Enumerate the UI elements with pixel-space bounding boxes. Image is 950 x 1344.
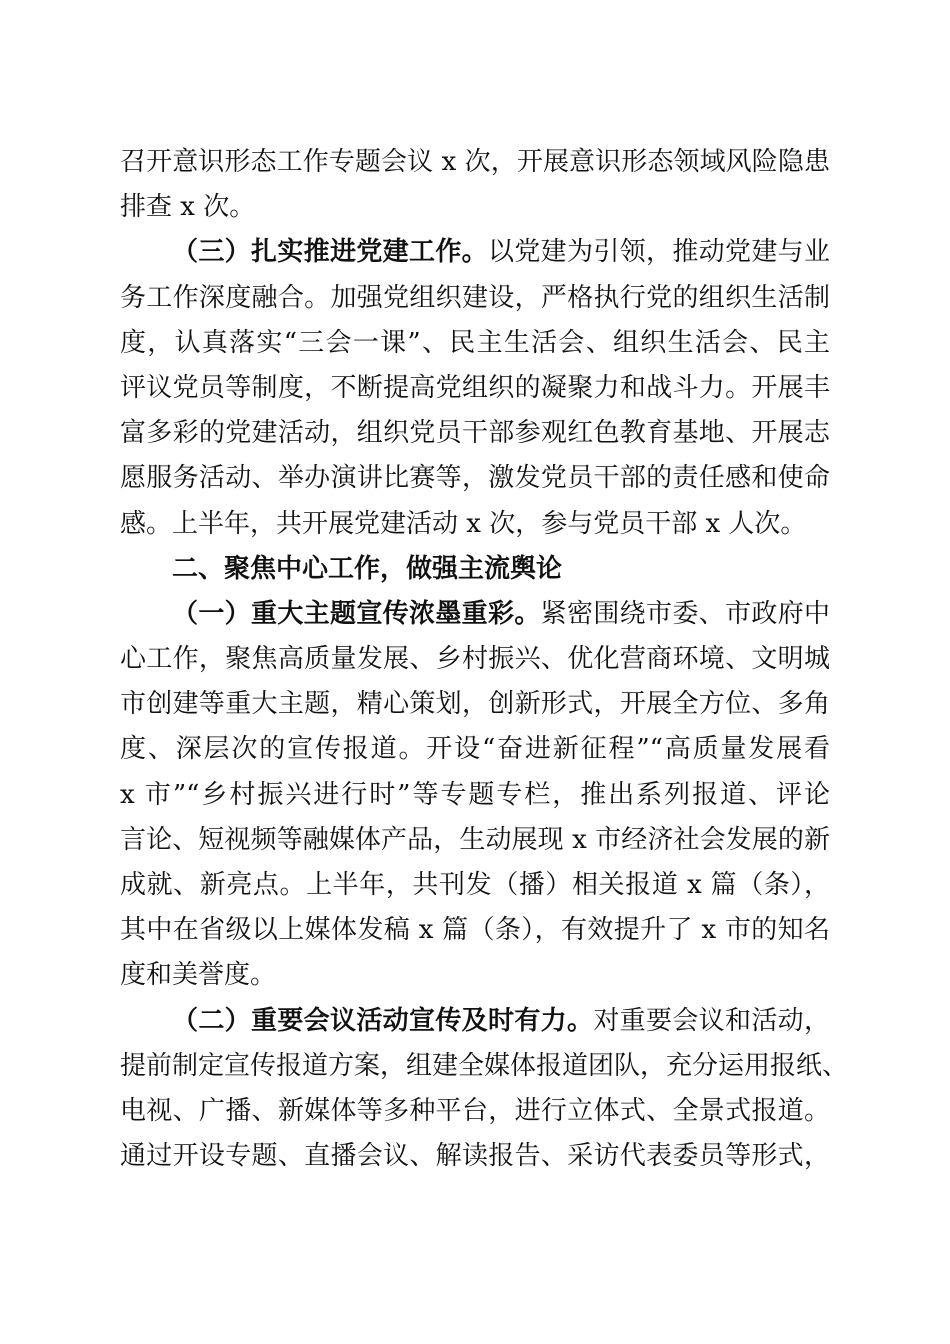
subsection-line xyxy=(120,592,830,637)
body-line: 评议党员等制度，不断提高党组织的凝聚力和战斗力。开展丰 xyxy=(120,372,830,403)
subsection-line xyxy=(120,230,830,275)
body-line: 度，认真落实“三会一课”、民主生活会、组织生活会、民主 xyxy=(120,327,830,358)
subsection-title-3: （三）扎实推进党建工作。 xyxy=(172,237,488,268)
body-line: 度、深层次的宣传报道。开设“奋进新征程”“高质量发展看 xyxy=(120,734,830,765)
body-line: 提前制定宣传报道方案，组建全媒体报道团队，充分运用报纸、 xyxy=(120,1050,849,1081)
body-line: x 市”“乡村振兴进行时”等专题专栏，推出系列报道、评论 xyxy=(120,779,830,810)
subsection-text: 对重要会议和活动， xyxy=(593,1005,830,1036)
subsection-text: 以党建为引领，推动党建与业 xyxy=(488,237,830,268)
subsection-title-2: （二）重要会议活动宣传及时有力。 xyxy=(172,1005,594,1036)
body-line: 电视、广播、新媒体等多种平台，进行立体式、全景式报道。 xyxy=(120,1095,830,1126)
body-line: 召开意识形态工作专题会议 x 次，开展意识形态领域风险隐患 xyxy=(120,147,830,177)
body-line: 市创建等重大主题，精心策划，创新形式，开展全方位、多角 xyxy=(120,689,830,720)
body-line: 愿服务活动、举办演讲比赛等，激发党员干部的责任感和使命 xyxy=(120,463,830,494)
body-line: 通过开设专题、直播会议、解读报告、采访代表委员等形式， xyxy=(120,1141,830,1172)
section-heading: 二、聚焦中心工作，做强主流舆论 xyxy=(172,553,563,584)
body-line: 务工作深度融合。加强党组织建设，严格执行党的组织生活制 xyxy=(120,282,830,313)
body-line: 成就、新亮点。上半年，共刊发（播）相关报道 x 篇（条）， xyxy=(120,870,830,900)
body-line: 排查 x 次。 xyxy=(120,192,256,223)
document-body xyxy=(120,140,849,1179)
body-line: 其中在省级以上媒体发稿 x 篇（条），有效提升了 x 市的知名 xyxy=(120,915,830,946)
subsection-title-1: （一）重大主题宣传浓墨重彩。 xyxy=(172,598,541,629)
body-line: 感。上半年，共开展党建活动 x 次，参与党员干部 x 人次。 xyxy=(120,508,807,539)
body-line: 度和美誉度。 xyxy=(120,960,277,991)
body-line: 心工作，聚焦高质量发展、乡村振兴、优化营商环境、文明城 xyxy=(120,644,830,675)
body-line: 言论、短视频等融媒体产品，生动展现 x 市经济社会发展的新 xyxy=(120,824,830,855)
subsection-text: 紧密围绕市委、市政府中 xyxy=(540,598,830,629)
subsection-line xyxy=(120,999,830,1044)
body-line: 富多彩的党建活动，组织党员干部参观红色教育基地、开展志 xyxy=(120,418,830,449)
